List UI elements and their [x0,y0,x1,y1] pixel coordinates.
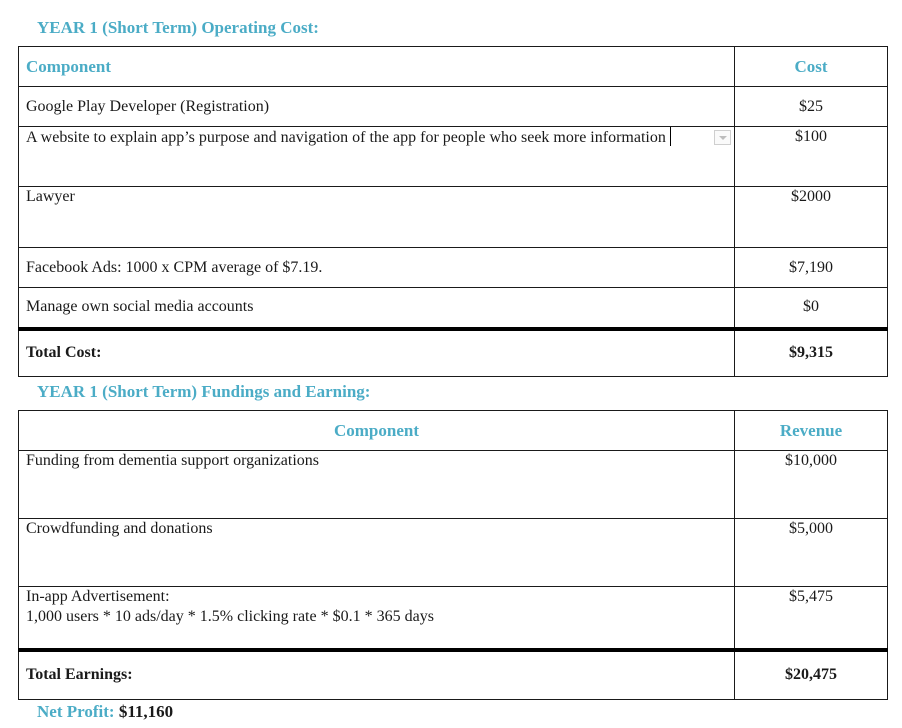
table-row [19,127,888,187]
table-row [19,519,888,587]
fundings-heading: YEAR 1 (Short Term) Fundings and Earning: [37,382,371,401]
table-header-row [19,411,888,451]
table-row [19,587,888,650]
column-header-cost: Cost [735,47,888,87]
row-label[interactable]: A website to explain app’s purpose and navigation of the app for people who seek more information [26,129,666,146]
net-profit-label: Net Profit: [37,702,115,721]
row-amount[interactable]: $25 [735,87,888,127]
row-amount[interactable]: $100 [735,127,888,187]
table-header-row [19,47,888,87]
total-cost-amount[interactable]: $9,315 [735,329,888,377]
operating-cost-table [18,46,888,377]
total-row [19,650,888,700]
operating-cost-heading: YEAR 1 (Short Term) Operating Cost: [37,18,319,37]
table-row [19,187,888,248]
row-label[interactable]: Funding from dementia support organizations [19,451,735,519]
text-cursor [670,127,671,146]
column-header-component: Component [19,47,735,87]
table-row [19,87,888,127]
row-amount[interactable]: $5,000 [735,519,888,587]
row-label[interactable]: Crowdfunding and donations [19,519,735,587]
row-label[interactable]: Lawyer [19,187,735,248]
total-cost-label[interactable]: Total Cost: [19,329,735,377]
table-row [19,248,888,288]
net-profit-line [37,702,173,722]
total-earnings-label[interactable]: Total Earnings: [19,650,735,700]
column-header-revenue: Revenue [735,411,888,451]
table-row [19,288,888,329]
column-header-component: Component [19,411,735,451]
chevron-down-icon[interactable] [714,130,731,145]
total-row [19,329,888,377]
row-amount[interactable]: $2000 [735,187,888,248]
table-row [19,451,888,519]
row-label-line1: In-app Advertisement: [26,588,170,605]
row-label[interactable]: Manage own social media accounts [19,288,735,329]
row-label[interactable]: Facebook Ads: 1000 x CPM average of $7.19. [19,248,735,288]
row-label-line2: 1,000 users * 10 ads/day * 1.5% clicking rate * $0.1 * 365 days [26,608,434,625]
row-amount[interactable]: $5,475 [735,587,888,650]
total-earnings-amount[interactable]: $20,475 [735,650,888,700]
row-amount[interactable]: $10,000 [735,451,888,519]
net-profit-value: $11,160 [118,702,174,721]
row-label-cell[interactable] [19,127,735,187]
row-amount[interactable]: $0 [735,288,888,329]
row-label-cell[interactable] [19,587,735,650]
row-label[interactable]: Google Play Developer (Registration) [19,87,735,127]
fundings-table [18,410,888,700]
row-amount[interactable]: $7,190 [735,248,888,288]
